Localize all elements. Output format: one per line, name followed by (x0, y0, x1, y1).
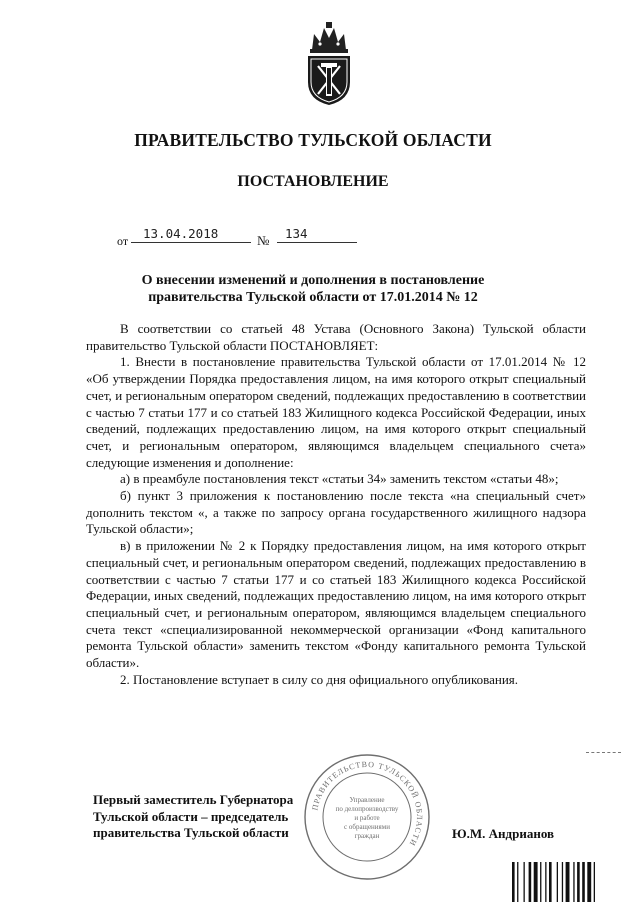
stamp-line: по делопроизводству (335, 805, 399, 813)
document-type: ПОСТАНОВЛЕНИЕ (237, 173, 389, 190)
barcode-bar (534, 862, 538, 902)
date-prefix: от (117, 234, 129, 248)
body-paragraph: 2. Постановление вступает в силу со дня официального опубликования. (120, 671, 519, 687)
body-paragraph: а) в преамбуле постановления текст «статьи 34» заменить текстом «статьи 48»; (120, 471, 559, 487)
stamp-line: граждан (354, 832, 380, 840)
body-paragraph: в) в приложении № 2 к Порядку предоставления лицом, на имя которого открыт специальный счет, и региональным оператором сведений, подлежащих предоставлению в соответствии с частью 7 статьи 177 и со статьей 183 Жилищного кодекса Российской Федерации, иных сведений, подлежащих предоставлению лицом, на имя которого открыт специальный счет, и региональным оператором, являющимся владельцем специального счета текст «специализированной некоммерческой организации «Фонд капитального ремонта Тульской области» заменить текстом «Фонду капитального ремонта Тульской области». (86, 538, 586, 671)
subject-line-2: правительства Тульской области от 17.01.2014 № 12 (148, 290, 478, 305)
barcode-bar (587, 862, 591, 902)
barcode-bar (545, 862, 546, 902)
barcode-bar (594, 862, 595, 902)
signatory-line: Первый заместитель Губернатора (93, 792, 294, 807)
body-paragraph: б) пункт 3 приложения к постановлению после текста «на специальный счет» дополнить текстом «, а также по запросу органа государственного жилищного надзора Тульской области»; (86, 488, 586, 537)
signatory-line: Тульской области – председатель (93, 808, 289, 824)
signatory-line: правительства Тульской области (93, 825, 289, 840)
barcode-bar (540, 862, 541, 902)
number-underline (277, 242, 357, 243)
stamp-ring-text: ПРАВИТЕЛЬСТВО ТУЛЬСКОЙ ОБЛАСТИ (310, 759, 425, 848)
barcode-bar (549, 862, 552, 902)
document-body (86, 321, 586, 688)
official-stamp (302, 752, 432, 882)
barcode-bar (562, 862, 563, 902)
barcode-bar (566, 862, 570, 902)
barcode-bar (577, 862, 580, 902)
number-prefix: № (257, 233, 270, 248)
barcode-bar (512, 862, 515, 902)
body-paragraph: 1. Внести в постановление правительства Тульской области от 17.01.2014 № 12 «Об утверждении Порядка предоставления лицом, на имя которого открыт специальный счет, и региональным оператором сведений, подлежащих предоставлению в соответствии с частью 7 статьи 177 и со статьей 183 Жилищного кодекса Российской Федерации, иных сведений, подлежащих предоставлению лицом, на имя которого открыт специальный счет, и региональным оператором, являющимся владельцем специального счета» следующие изменения и дополнение: (86, 354, 586, 470)
edge-mark (586, 752, 621, 754)
barcode-bar (529, 862, 532, 902)
government-title: ПРАВИТЕЛЬСТВО ТУЛЬСКОЙ ОБЛАСТИ (134, 130, 492, 150)
barcode-icon (510, 862, 618, 902)
barcode-bar (573, 862, 574, 902)
barcode-bar (582, 862, 585, 902)
subject-line-1: О внесении изменений и дополнения в постановление (141, 273, 485, 288)
barcode-bar (524, 862, 525, 902)
stamp-line: с обращениями (344, 823, 390, 831)
signatory-name: Ю.М. Андрианов (452, 826, 555, 841)
barcode-bar (517, 862, 518, 902)
document-date: 13.04.2018 (143, 226, 219, 241)
barcode-bar (557, 862, 558, 902)
signatory-title (93, 792, 293, 842)
tula-coat-of-arms-icon (300, 20, 358, 106)
stamp-line: Управление (349, 796, 385, 804)
date-underline (131, 242, 251, 243)
stamp-line: и работе (354, 814, 380, 822)
body-paragraph: В соответствии со статьей 48 Устава (Основного Закона) Тульской области правительство Тульской области ПОСТАНОВЛЯЕТ: (86, 321, 586, 353)
document-number: 134 (285, 226, 308, 241)
